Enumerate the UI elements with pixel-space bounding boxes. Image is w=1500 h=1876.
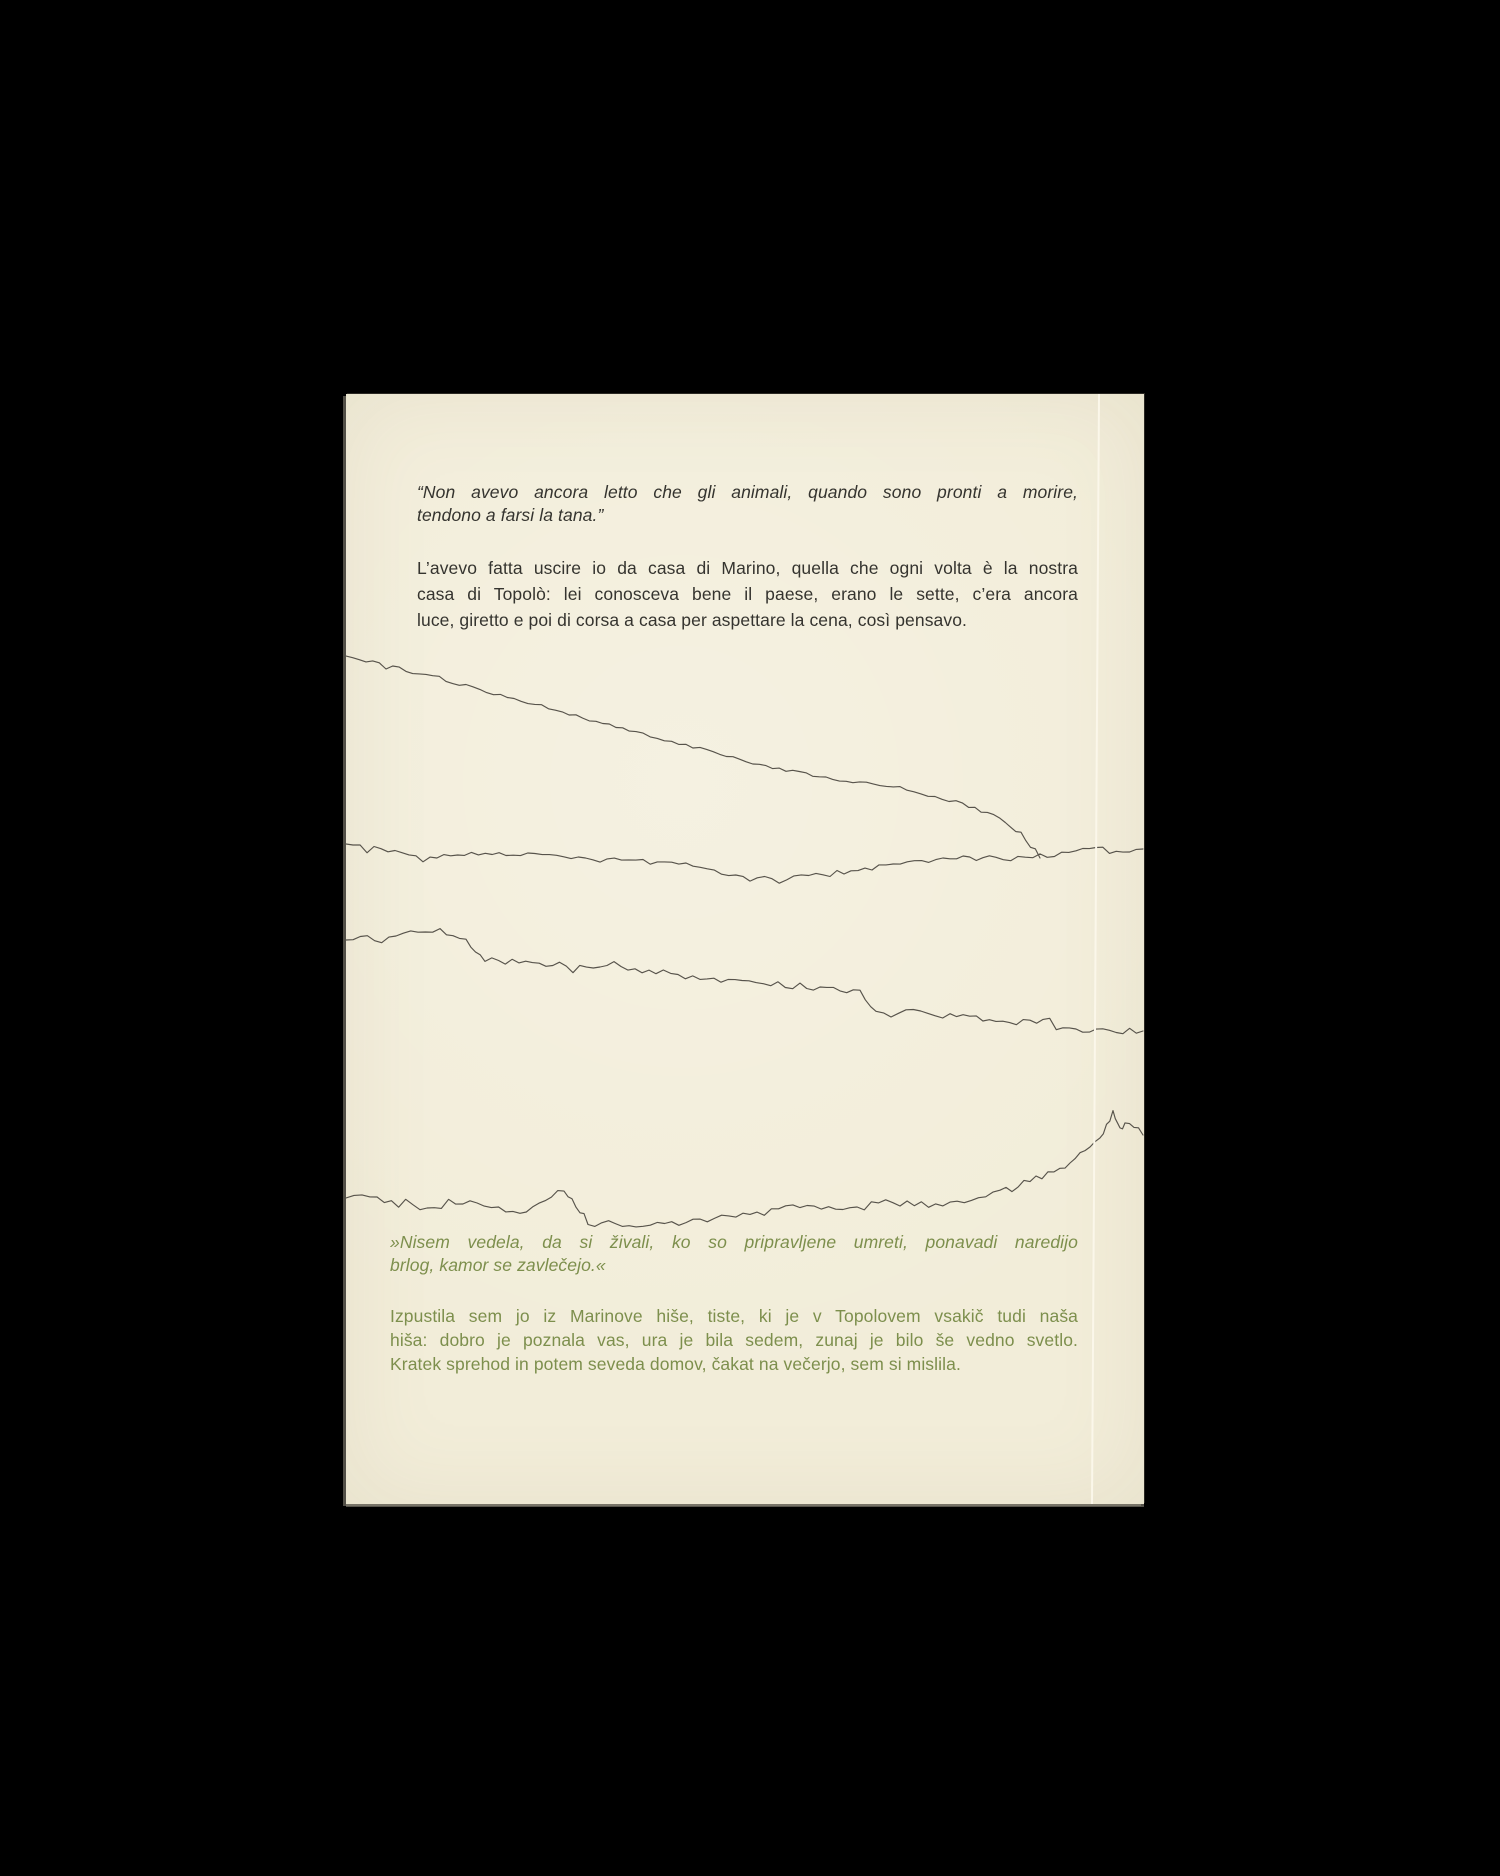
text-line: Izpustila sem jo iz Marinove hiše, tiste, ki je v Topolovem vsakič tudi naša	[390, 1306, 1078, 1326]
text-line: Kratek sprehod in potem seveda domov, čakat na večerjo, sem si mislila.	[390, 1354, 961, 1374]
slovenian-paragraph	[390, 1304, 1078, 1376]
slovenian-quote	[390, 1231, 1078, 1277]
text-line: hiša: dobro je poznala vas, ura je bila sedem, zunaj je bilo še vedno svetlo.	[390, 1330, 1078, 1350]
text-line: brlog, kamor se zavlečejo.«	[390, 1255, 606, 1275]
italian-quote	[417, 481, 1078, 527]
italian-paragraph	[417, 555, 1078, 633]
contour-line-4	[346, 1111, 1143, 1227]
text-line: luce, giretto e poi di corsa a casa per aspettare la cena, così pensavo.	[417, 610, 968, 630]
contour-line-3	[346, 929, 1143, 1034]
fold-crease-line	[1092, 394, 1099, 1504]
contour-line-1	[346, 656, 1040, 858]
text-line: casa di Topolò: lei conosceva bene il paese, erano le sette, c’era ancora	[417, 584, 1078, 604]
text-line: tendono a farsi la tana.”	[417, 505, 604, 525]
text-line: “Non avevo ancora letto che gli animali, quando sono pronti a morire,	[417, 482, 1078, 502]
contour-line-2	[346, 844, 1143, 883]
text-line: »Nisem vedela, da si živali, ko so pripravljene umreti, ponavadi naredijo	[390, 1232, 1078, 1252]
book-page	[346, 394, 1144, 1504]
text-line: L’avevo fatta uscire io da casa di Marino, quella che ogni volta è la nostra	[417, 558, 1078, 578]
